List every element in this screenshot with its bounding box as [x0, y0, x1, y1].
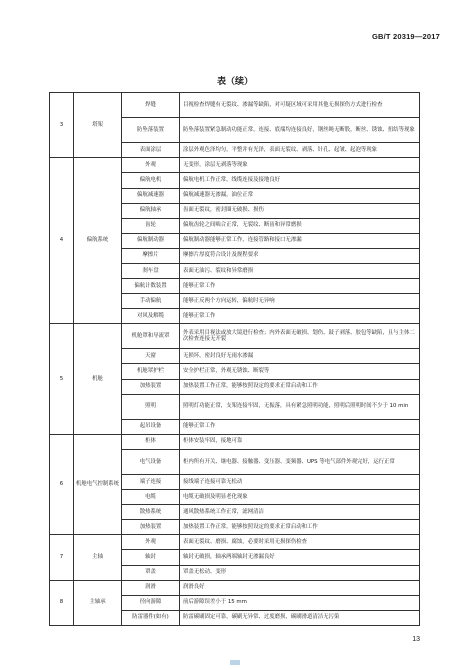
inspection-requirement: 润滑良好	[180, 580, 420, 595]
inspection-item: 刹车盘	[122, 263, 180, 278]
inspection-item: 径向游隙	[122, 595, 180, 610]
inspection-item: 轴封	[122, 550, 180, 565]
section-category: 主轴	[74, 535, 122, 580]
section-number: 3	[50, 93, 74, 158]
inspection-requirement: 偏航齿轮之间啮合正常，无裂纹、断齿和异常磨损	[180, 218, 420, 233]
inspection-item: 罩盖	[122, 565, 180, 580]
inspection-item: 外观	[122, 535, 180, 550]
inspection-requirement: 柜内所有开关、继电器、接触器、变压器、变频器、UPS 等电气部件外观完好，运行正常	[180, 449, 420, 474]
table-row	[50, 535, 420, 550]
standard-number: GB/T 20319—2017	[371, 32, 440, 41]
inspection-requirement: 涂层外观色泽均匀，平整并有光泽，表面无裂纹、剥落、针孔、起皱、起泡等现象	[180, 143, 420, 158]
inspection-requirement: 表面无油污、裂纹和异常磨损	[180, 263, 420, 278]
inspection-requirement: 罩盖无松动、变形	[180, 565, 420, 580]
inspection-requirement: 偏航制动器能够正常工作，连接管路和接口无渗漏	[180, 233, 420, 248]
table-row	[50, 434, 420, 449]
inspection-requirement: 能够正常工作	[180, 278, 420, 293]
inspection-item: 齿轮	[122, 218, 180, 233]
table-caption: 表（续）	[216, 77, 253, 87]
inspection-requirement: 表面无裂纹、磨损、腐蚀，必要时采用无损探伤检查	[180, 535, 420, 550]
inspection-requirement: 偏航减速器无渗漏，油位正常	[180, 188, 420, 203]
inspection-requirement: 齿面无裂纹，密封圈无破损、损伤	[180, 203, 420, 218]
inspection-requirement: 外表采用目视法或放大镜进行检查；内外表面无破损、划伤、鼓子剥落、胶包等缺陷，且与主体二次检查连接无开裂	[180, 324, 420, 349]
section-number: 8	[50, 580, 74, 625]
inspection-item: 外观	[122, 158, 180, 173]
inspection-item: 电气设备	[122, 449, 180, 474]
scan-mark	[230, 660, 240, 665]
inspection-requirement: 加热装置工作正常，能够按照设定的要求正常启动和工作	[180, 379, 420, 394]
inspection-item: 电缆	[122, 490, 180, 505]
page-number: 13	[412, 636, 420, 643]
inspection-item: 天窗	[122, 349, 180, 364]
inspection-requirement: 柜体安装牢固，接地可靠	[180, 434, 420, 449]
inspection-item: 加热装置	[122, 379, 180, 394]
inspection-requirement: 前后游隙误差小于 15 mm	[180, 595, 420, 610]
section-category: 机舱	[74, 324, 122, 435]
inspection-item: 偏航电机	[122, 173, 180, 188]
table-row	[50, 580, 420, 595]
inspection-requirement: 防雷碳刷固定可靠，碳刷无异常、过度磨损，碳刷滑道清洁无污染	[180, 610, 420, 625]
inspection-item: 散热系统	[122, 505, 180, 520]
inspection-item: 端子连接	[122, 475, 180, 490]
inspection-item: 照明	[122, 394, 180, 419]
inspection-item: 加热装置	[122, 520, 180, 535]
section-category: 主轴承	[74, 580, 122, 625]
inspection-requirement: 防坠落装置紧急制动功能正常，连接、底端均连接良好，钢丝绳无断股，断丝、锈蚀、扭结等现象	[180, 118, 420, 143]
section-category: 塔架	[74, 93, 122, 158]
inspection-requirement: 通风散热系统工作正常，滤网清洁	[180, 505, 420, 520]
table-row	[50, 158, 420, 173]
inspection-item: 手动偏航	[122, 294, 180, 309]
inspection-item: 偏航减速器	[122, 188, 180, 203]
inspection-item: 防雷器件(如有)	[122, 610, 180, 625]
inspection-item: 摩擦片	[122, 248, 180, 263]
inspection-requirement: 摩擦片厚度符合设计及规程要求	[180, 248, 420, 263]
inspection-item: 机舱罩护栏	[122, 364, 180, 379]
inspection-requirement: 电缆无破损及明显老化现象	[180, 490, 420, 505]
section-number: 6	[50, 434, 74, 535]
inspection-item: 偏航轴承	[122, 203, 180, 218]
inspection-item: 机舱罩和导流罩	[122, 324, 180, 349]
inspection-requirement: 能够正常工作	[180, 309, 420, 324]
inspection-item: 偏航制动器	[122, 233, 180, 248]
section-category: 偏航系统	[74, 158, 122, 324]
inspection-requirement: 目视检查焊缝有无裂纹、渗漏等缺陷，对可疑区域可采用其他无损探伤方式进行检查	[180, 93, 420, 118]
inspection-item: 焊缝	[122, 93, 180, 118]
inspection-requirement: 安全护栏正常，外观无锈蚀、断裂等	[180, 364, 420, 379]
table-row	[50, 93, 420, 118]
inspection-requirement: 轴封无破损，轴承两端轴封无渗漏良好	[180, 550, 420, 565]
inspection-requirement: 能够正反两个方向运转，偏航时无异响	[180, 294, 420, 309]
inspection-requirement: 接线端子连接可靠无松动	[180, 475, 420, 490]
inspection-requirement: 照明灯功能正常，支架连接牢固，无振落，具有紧急照明功能，照明后照明时间不少于 10 min	[180, 394, 420, 419]
inspection-requirement: 偏航电机工作正常，线缆连接及接地良好	[180, 173, 420, 188]
inspection-requirement: 能够正常工作	[180, 419, 420, 434]
inspection-item: 表面涂层	[122, 143, 180, 158]
inspection-requirement: 无损坏，密封良好无雨水渗漏	[180, 349, 420, 364]
inspection-item: 防坠落装置	[122, 118, 180, 143]
section-number: 7	[50, 535, 74, 580]
inspection-item: 偏航计数装置	[122, 278, 180, 293]
inspection-item: 润滑	[122, 580, 180, 595]
inspection-item: 起吊设备	[122, 419, 180, 434]
inspection-requirement: 加热装置工作正常，能够按照设定的要求正常启动和工作	[180, 520, 420, 535]
inspection-item: 对风及解缆	[122, 309, 180, 324]
table-row	[50, 324, 420, 349]
inspection-item: 柜体	[122, 434, 180, 449]
inspection-table	[49, 92, 420, 626]
section-number: 4	[50, 158, 74, 324]
section-category: 机舱电气控制系统	[74, 434, 122, 535]
inspection-requirement: 无变形，涂层无剥落等现象	[180, 158, 420, 173]
section-number: 5	[50, 324, 74, 435]
